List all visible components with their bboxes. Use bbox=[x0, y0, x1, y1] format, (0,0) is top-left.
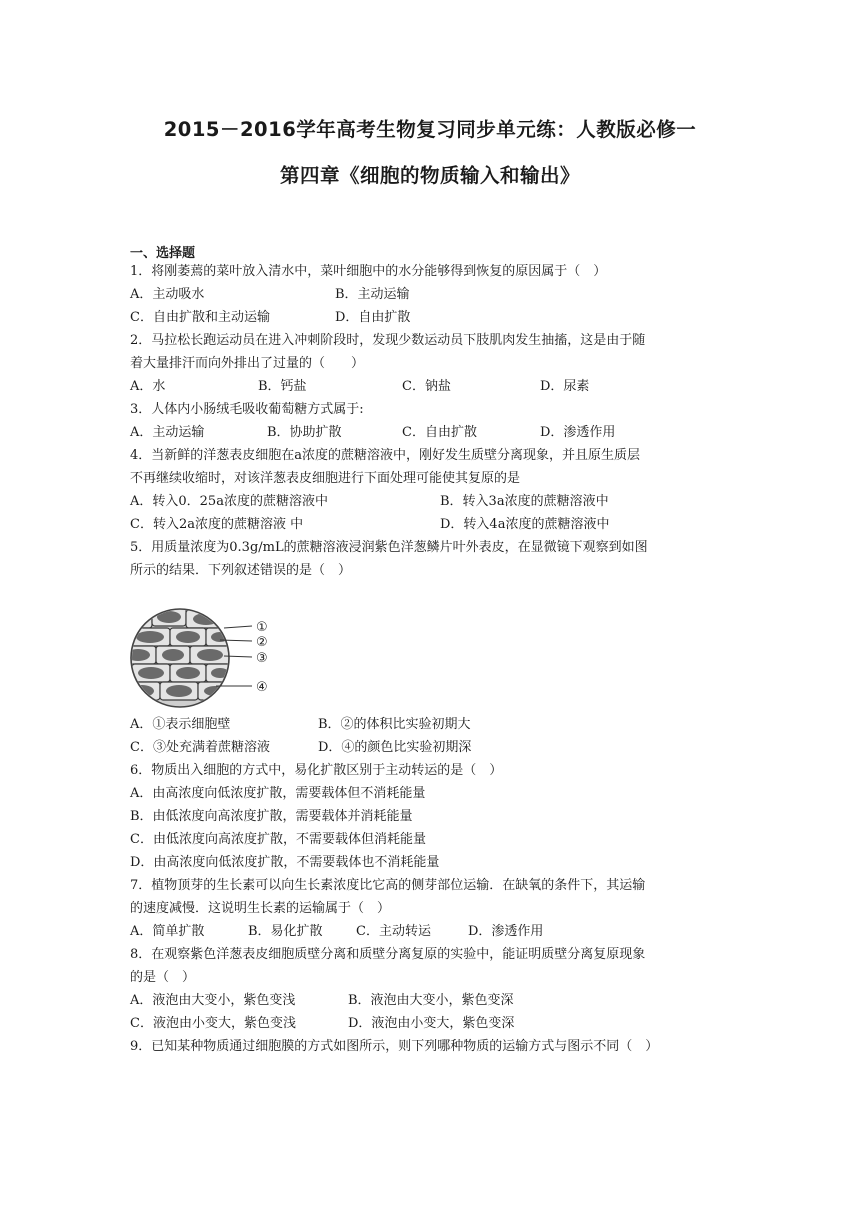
q2-stem-line2: 着大量排汗而向外排出了过量的（ ） bbox=[130, 356, 365, 371]
q3-option-b: B．协助扩散 bbox=[267, 425, 342, 440]
q4-option-a: A．转入0．25a浓度的蔗糖溶液中 bbox=[130, 494, 328, 509]
figure-label-1: ① bbox=[256, 620, 268, 635]
figure-label-4: ④ bbox=[256, 680, 268, 695]
q3-option-c: C．自由扩散 bbox=[402, 425, 477, 440]
q3-stem: 3．人体内小肠绒毛吸收葡萄糖方式属于: bbox=[130, 402, 364, 417]
q2-option-a: A．水 bbox=[130, 379, 166, 394]
q1-option-c: C．自由扩散和主动运输 bbox=[130, 310, 270, 325]
q5-stem-line2: 所示的结果．下列叙述错误的是（ ） bbox=[130, 563, 352, 578]
q8-option-d: D．液泡由小变大，紫色变深 bbox=[348, 1016, 515, 1031]
q5-option-d: D．④的颜色比实验初期深 bbox=[318, 740, 472, 755]
q5-option-a: A．①表示细胞壁 bbox=[130, 717, 231, 732]
q7-option-a: A．简单扩散 bbox=[130, 924, 205, 939]
figure-label-2: ② bbox=[256, 635, 268, 650]
q3-option-d: D．渗透作用 bbox=[540, 425, 616, 440]
q9-stem: 9．已知某种物质通过细胞膜的方式如图所示，则下列哪种物质的运输方式与图示不同（ ） bbox=[130, 1039, 659, 1054]
document-title-line2: 第四章《细胞的物质输入和输出》 bbox=[279, 164, 580, 187]
q1-option-d: D．自由扩散 bbox=[335, 310, 411, 325]
q6-option-b: B．由低浓度向高浓度扩散，需要载体并消耗能量 bbox=[130, 809, 413, 824]
q4-option-c: C．转入2a浓度的蔗糖溶液 中 bbox=[130, 517, 304, 532]
q4-stem-line2: 不再继续收缩时，对该洋葱表皮细胞进行下面处理可能使其复原的是 bbox=[130, 471, 521, 486]
q8-stem-line1: 8．在观察紫色洋葱表皮细胞质壁分离和质壁分离复原的实验中，能证明质壁分离复原现象 bbox=[130, 947, 646, 962]
q1-stem: 1．将刚萎蔫的菜叶放入清水中，菜叶细胞中的水分能够得到恢复的原因属于（ ） bbox=[130, 264, 607, 279]
q2-option-b: B．钙盐 bbox=[258, 379, 307, 394]
q5-stem-line1: 5．用质量浓度为0.3g/mL的蔗糖溶液浸润紫色洋葱鳞片叶外表皮，在显微镜下观察到如图 bbox=[130, 540, 648, 555]
q6-option-d: D．由高浓度向低浓度扩散，不需要载体也不消耗能量 bbox=[130, 855, 440, 870]
q2-option-d: D．尿素 bbox=[540, 379, 590, 394]
q7-stem-line2: 的速度减慢．这说明生长素的运输属于（ ） bbox=[130, 901, 391, 916]
onion-cell-micrograph-figure bbox=[128, 606, 288, 710]
q6-option-c: C．由低浓度向高浓度扩散，不需要载体但消耗能量 bbox=[130, 832, 426, 847]
q5-option-b: B．②的体积比实验初期大 bbox=[318, 717, 471, 732]
q5-option-c: C．③处充满着蔗糖溶液 bbox=[130, 740, 270, 755]
q2-option-c: C．钠盐 bbox=[402, 379, 451, 394]
q1-option-b: B．主动运输 bbox=[335, 287, 410, 302]
q7-option-c: C．主动转运 bbox=[356, 924, 431, 939]
q4-stem-line1: 4．当新鲜的洋葱表皮细胞在a浓度的蔗糖溶液中，刚好发生质壁分离现象，并且原生质层 bbox=[130, 448, 641, 463]
q6-option-a: A．由高浓度向低浓度扩散，需要载体但不消耗能量 bbox=[130, 786, 426, 801]
q7-option-d: D．渗透作用 bbox=[468, 924, 544, 939]
section-heading: 一、选择题 bbox=[130, 246, 196, 261]
q8-stem-line2: 的是（ ） bbox=[130, 970, 196, 985]
q8-option-c: C．液泡由小变大，紫色变浅 bbox=[130, 1016, 296, 1031]
document-title-line1: 2015－2016学年高考生物复习同步单元练：人教版必修一 bbox=[163, 118, 697, 141]
q3-option-a: A．主动运输 bbox=[130, 425, 205, 440]
q6-stem: 6．物质出入细胞的方式中，易化扩散区别于主动转运的是（ ） bbox=[130, 763, 503, 778]
q1-option-a: A．主动吸水 bbox=[130, 287, 205, 302]
q7-option-b: B．易化扩散 bbox=[248, 924, 323, 939]
figure-label-3: ③ bbox=[256, 651, 268, 666]
q8-option-b: B．液泡由大变小，紫色变深 bbox=[348, 993, 514, 1008]
q4-option-d: D．转入4a浓度的蔗糖溶液中 bbox=[440, 517, 610, 532]
q8-option-a: A．液泡由大变小，紫色变浅 bbox=[130, 993, 296, 1008]
q4-option-b: B．转入3a浓度的蔗糖溶液中 bbox=[440, 494, 609, 509]
q7-stem-line1: 7．植物顶芽的生长素可以向生长素浓度比它高的侧芽部位运输．在缺氧的条件下，其运输 bbox=[130, 878, 646, 893]
q2-stem-line1: 2．马拉松长跑运动员在进入冲刺阶段时，发现少数运动员下肢肌肉发生抽搐，这是由于随 bbox=[130, 333, 646, 348]
